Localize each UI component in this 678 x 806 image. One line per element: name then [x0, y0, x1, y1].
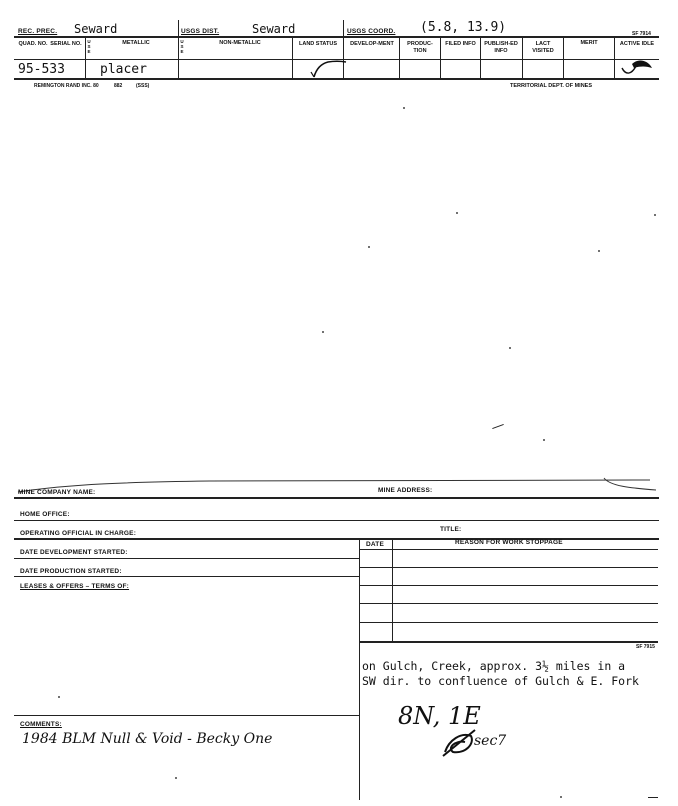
- record-metallic-value: placer: [100, 62, 147, 77]
- comments-label: COMMENTS:: [20, 721, 62, 728]
- reason-column-header: REASON FOR WORK STOPPAGE: [455, 539, 563, 546]
- printer-code-2: (SSS): [136, 83, 150, 89]
- printer-code: 882: [114, 83, 123, 89]
- date-column-header: DATE: [366, 541, 385, 548]
- col-use-b: U S E: [180, 39, 184, 54]
- col-active-idle: ACTIVE IDLE: [619, 41, 655, 47]
- leases-offers-label: LEASES & OFFERS – TERMS OF:: [20, 583, 130, 590]
- home-office-label: HOME OFFICE:: [20, 511, 70, 518]
- usgs-coord-value: (5.8, 13.9): [420, 20, 507, 35]
- rec-prec-label: REC. PREC.: [18, 28, 58, 35]
- rec-prec-value: Seward: [74, 22, 118, 36]
- form-number-top: SF 7914: [632, 31, 651, 37]
- printer-label: REMINGTON RAND INC. 80: [34, 83, 99, 89]
- usgs-coord-label: USGS COORD.: [347, 28, 396, 35]
- col-filed-info: FILED INFO: [445, 41, 476, 47]
- handwritten-township: 8N, 1E: [398, 702, 481, 730]
- title-label: TITLE:: [440, 526, 462, 533]
- location-line-2: SW dir. to confluence of Gulch & E. Fork: [362, 674, 639, 688]
- col-use-a: U S E: [87, 39, 91, 54]
- col-non-metallic: NON-METALLIC: [219, 40, 261, 46]
- record-quad-serial: 95-533: [18, 62, 65, 77]
- col-production: PRODUC-TION: [407, 41, 433, 54]
- mine-company-label: MINE COMPANY NAME:: [18, 489, 96, 496]
- col-land-status: LAND STATUS: [299, 41, 337, 47]
- col-quad-no: QUAD. NO.: [18, 41, 48, 47]
- active-idle-mark: [614, 56, 658, 80]
- date-development-label: DATE DEVELOPMENT STARTED:: [20, 549, 128, 556]
- col-development: DEVELOP-MENT: [350, 41, 394, 47]
- scribble-mark: [437, 722, 481, 762]
- torn-edge-line: [10, 474, 670, 498]
- land-status-check-mark: [308, 58, 348, 80]
- col-last-visited: LACT VISITED: [532, 41, 554, 54]
- date-production-label: DATE PRODUCTION STARTED:: [20, 568, 122, 575]
- operating-official-label: OPERATING OFFICIAL IN CHARGE:: [20, 530, 137, 537]
- comments-value: 1984 BLM Null & Void - Becky One: [22, 731, 273, 747]
- col-serial-no: SERIAL NO.: [50, 41, 82, 47]
- col-published-info: PUBLISH-ED INFO: [484, 41, 518, 54]
- department-label: TERRITORIAL DEPT. OF MINES: [510, 83, 592, 89]
- usgs-dist-value: Seward: [252, 22, 296, 36]
- handwritten-section: sec7: [474, 733, 507, 749]
- col-merit: MERIT: [580, 40, 598, 46]
- col-metallic: METALLIC: [122, 40, 150, 46]
- mine-address-label: MINE ADDRESS:: [378, 487, 433, 494]
- usgs-dist-label: USGS DIST.: [181, 28, 220, 35]
- form-number-bottom: SF 7915: [636, 644, 655, 650]
- location-line-1: on Gulch, Creek, approx. 3½ miles in a: [362, 659, 626, 673]
